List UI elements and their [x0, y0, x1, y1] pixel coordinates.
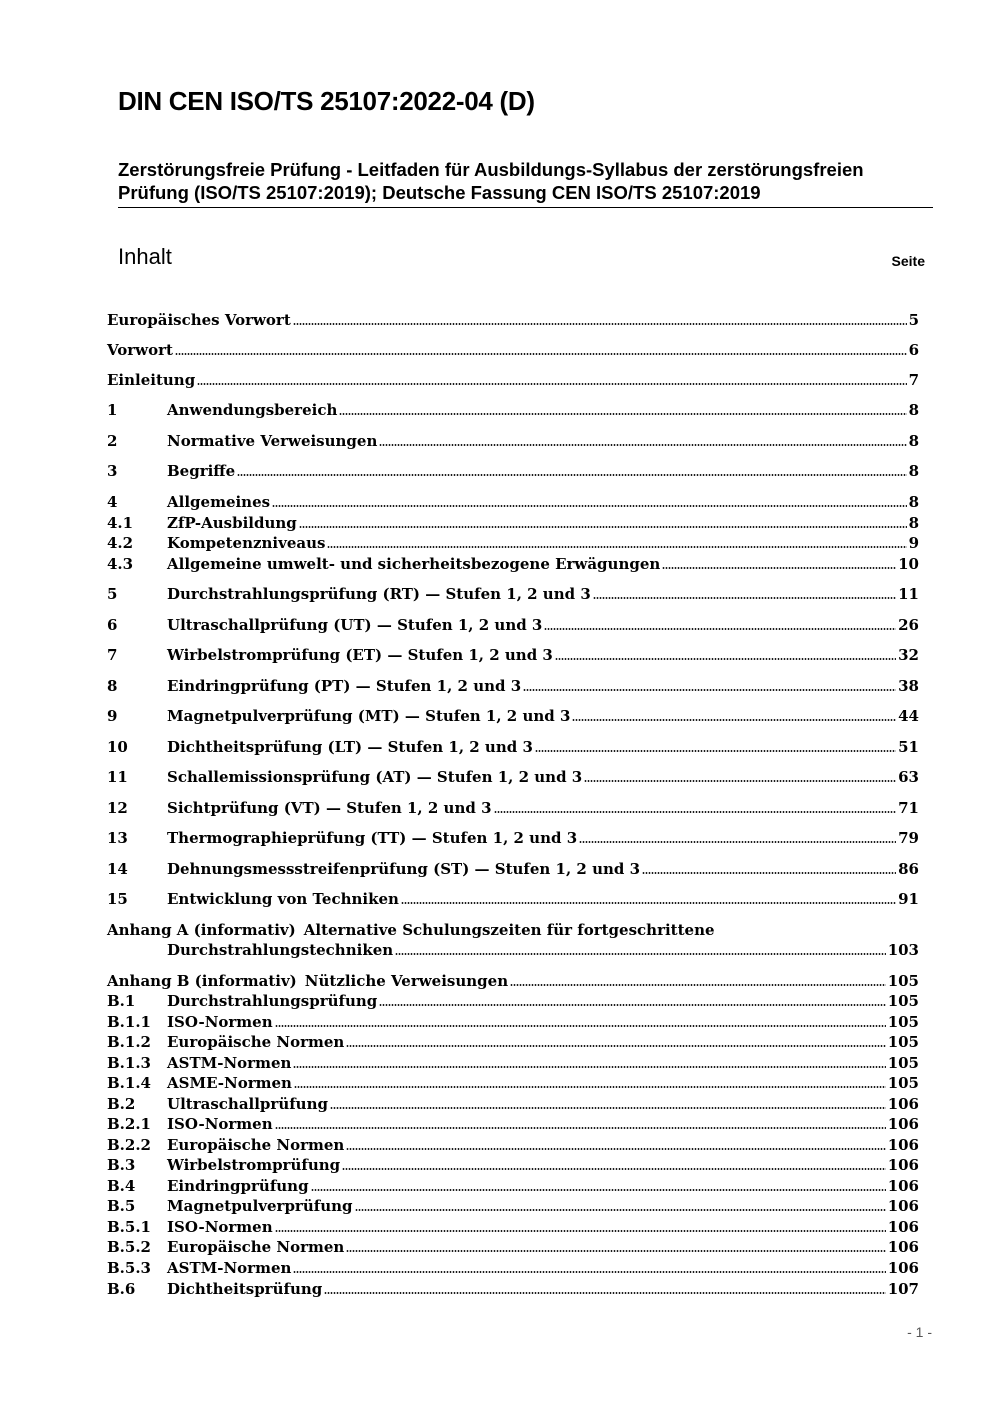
toc-entry-number: 4.2 — [107, 534, 134, 552]
toc-entry-page: 106 — [887, 1197, 919, 1215]
toc-entry-number: B.1 — [107, 992, 136, 1010]
toc-entry[interactable] — [107, 1032, 919, 1053]
toc-dot-leader — [642, 871, 896, 875]
toc-entry-title: Ultraschallprüfung — [167, 1095, 328, 1113]
toc-entry-number: B.1.3 — [107, 1054, 151, 1072]
toc-dot-leader — [544, 627, 896, 631]
toc-entry-number: 11 — [107, 768, 128, 786]
toc-entry-page: 71 — [898, 799, 919, 817]
toc-entry-page: 107 — [887, 1280, 919, 1298]
toc-entry-title: Allgemeine umwelt- und sicherheitsbezogene Erwägungen — [167, 555, 661, 573]
toc-entry-title: Europäische Normen — [167, 1238, 345, 1256]
toc-entry[interactable] — [107, 940, 919, 961]
toc-entry-number: 13 — [107, 829, 128, 847]
toc-entry-number: 14 — [107, 860, 128, 878]
toc-entry-number: B.1.4 — [107, 1074, 151, 1092]
toc-entry[interactable] — [107, 991, 919, 1012]
toc-entry[interactable] — [107, 706, 919, 727]
toc-entry[interactable] — [107, 1217, 919, 1238]
toc-entry-page: 32 — [898, 646, 919, 664]
toc-dot-leader — [494, 810, 897, 814]
toc-entry-title: Magnetpulverprüfung — [167, 1197, 353, 1215]
toc-entry-title: ISO-Normen — [167, 1218, 273, 1236]
toc-entry-title: Entwicklung von Techniken — [167, 890, 399, 908]
toc-dot-leader — [237, 473, 906, 477]
toc-entry-title: ASTM-Normen — [167, 1259, 292, 1277]
subtitle-line-2: Prüfung (ISO/TS 25107:2019); Deutsche Fassung CEN ISO/TS 25107:2019 — [118, 182, 761, 203]
toc-entry-number: B.5.3 — [107, 1259, 151, 1277]
toc-entry-number: B.5.1 — [107, 1218, 151, 1236]
toc-entry[interactable] — [107, 492, 919, 513]
toc-entry-page: 38 — [898, 677, 919, 695]
toc-entry[interactable] — [107, 461, 919, 482]
toc-entry-page: 91 — [898, 890, 919, 908]
toc-entry[interactable] — [107, 1094, 919, 1115]
toc-dot-leader — [272, 504, 906, 508]
toc-entry-title: ASME-Normen — [167, 1074, 292, 1092]
toc-dot-leader — [294, 1085, 886, 1089]
toc-entry-number: B.3 — [107, 1156, 136, 1174]
toc-entry-page: 105 — [887, 972, 919, 990]
document-title: DIN CEN ISO/TS 25107:2022-04 (D) — [118, 86, 535, 116]
toc-entry[interactable] — [107, 889, 919, 910]
toc-entry-number: B.5 — [107, 1197, 136, 1215]
toc-entry-page: 105 — [887, 1054, 919, 1072]
toc-dot-leader — [662, 566, 896, 570]
toc-entry[interactable] — [107, 798, 919, 819]
toc-entry-page: 26 — [898, 616, 919, 634]
toc-entry-number: B.2.2 — [107, 1136, 151, 1154]
toc-dot-leader — [293, 1270, 885, 1274]
toc-entry-number: 4 — [107, 493, 118, 511]
toc-entry[interactable] — [107, 400, 919, 421]
toc-entry[interactable] — [107, 645, 919, 666]
toc-entry-title: ISO-Normen — [167, 1115, 273, 1133]
toc-dot-leader — [355, 1208, 886, 1212]
toc-entry[interactable] — [107, 310, 919, 331]
toc-entry-page: 7 — [908, 371, 919, 389]
toc-entry-number: 1 — [107, 401, 118, 419]
toc-entry-title: Anwendungsbereich — [167, 401, 338, 419]
toc-entry-number: 6 — [107, 616, 118, 634]
toc-entry-title: Durchstrahlungsprüfung — [167, 992, 378, 1010]
toc-dot-leader — [293, 1065, 885, 1069]
toc-dot-leader — [275, 1024, 886, 1028]
toc-entry[interactable] — [107, 615, 919, 636]
toc-entry-number: B.4 — [107, 1177, 136, 1195]
toc-entry[interactable] — [107, 584, 919, 605]
toc-entry[interactable] — [107, 920, 919, 941]
toc-dot-leader — [572, 718, 896, 722]
toc-entry[interactable] — [107, 370, 919, 391]
toc-entry-page: 79 — [898, 829, 919, 847]
toc-entry-page: 5 — [908, 311, 919, 329]
toc-entry-page: 106 — [887, 1259, 919, 1277]
toc-entry[interactable] — [107, 1012, 919, 1033]
toc-entry-page: 9 — [908, 534, 919, 552]
toc-page-label: Seite — [891, 253, 925, 269]
toc-entry-number: B.1.2 — [107, 1033, 151, 1051]
toc-entry-number: B.2.1 — [107, 1115, 151, 1133]
toc-dot-leader — [275, 1126, 886, 1130]
toc-entry-title: Europäisches Vorwort — [107, 311, 291, 329]
toc-entry-number: 4.3 — [107, 555, 134, 573]
toc-entry-number: Anhang B (informativ) — [107, 972, 297, 990]
toc-entry-number: 8 — [107, 677, 118, 695]
toc-entry-title: Alternative Schulungszeiten für fortgeschrittene — [303, 921, 715, 939]
toc-entry-page: 8 — [908, 432, 919, 450]
toc-entry-page: 8 — [908, 462, 919, 480]
toc-entry[interactable] — [107, 1155, 919, 1176]
subtitle-line-1: Zerstörungsfreie Prüfung - Leitfaden für Ausbildungs-Syllabus der zerstörungsfreien — [118, 159, 864, 180]
toc-entry-title: Dichtheitsprüfung (LT) — Stufen 1, 2 und 3 — [167, 738, 533, 756]
toc-entry[interactable] — [107, 554, 919, 575]
toc-entry-number: B.1.1 — [107, 1013, 151, 1031]
toc-dot-leader — [339, 412, 906, 416]
toc-entry-page: 63 — [898, 768, 919, 786]
toc-entry-title: Normative Verweisungen — [167, 432, 378, 450]
toc-entry-number: 10 — [107, 738, 128, 756]
toc-dot-leader — [346, 1044, 885, 1048]
toc-entry[interactable] — [107, 1196, 919, 1217]
toc-entry-number: B.6 — [107, 1280, 136, 1298]
toc-entry-page: 6 — [908, 341, 919, 359]
toc-entry-page: 106 — [887, 1136, 919, 1154]
toc-dot-leader — [535, 749, 896, 753]
toc-dot-leader — [330, 1106, 886, 1110]
toc-entry-title: Schallemissionsprüfung (AT) — Stufen 1, 2 und 3 — [167, 768, 583, 786]
toc-entry[interactable] — [107, 1114, 919, 1135]
toc-dot-leader — [324, 1291, 885, 1295]
toc-entry-page: 103 — [887, 941, 919, 959]
toc-entry[interactable] — [107, 1176, 919, 1197]
toc-dot-leader — [299, 525, 907, 529]
toc-entry-title: Europäische Normen — [167, 1136, 345, 1154]
toc-entry-title: Sichtprüfung (VT) — Stufen 1, 2 und 3 — [167, 799, 492, 817]
toc-dot-leader — [311, 1188, 886, 1192]
toc-dot-leader — [293, 322, 907, 326]
toc-entry-title: Begriffe — [167, 462, 236, 480]
toc-entry-page: 10 — [898, 555, 919, 573]
toc-dot-leader — [395, 952, 886, 956]
toc-entry-title: Ultraschallprüfung (UT) — Stufen 1, 2 und 3 — [167, 616, 543, 634]
toc-entry-page: 106 — [887, 1177, 919, 1195]
toc-entry-title: Einleitung — [107, 371, 196, 389]
toc-entry-title: Thermographieprüfung (TT) — Stufen 1, 2 und 3 — [167, 829, 578, 847]
toc-entry-number: 12 — [107, 799, 128, 817]
toc-entry-page: 8 — [908, 493, 919, 511]
toc-dot-leader — [327, 545, 906, 549]
toc-entry-title: Eindringprüfung (PT) — Stufen 1, 2 und 3 — [167, 677, 522, 695]
toc-dot-leader — [593, 596, 896, 600]
toc-entry[interactable] — [107, 340, 919, 361]
toc-entry-page: 51 — [898, 738, 919, 756]
toc-entry-page: 105 — [887, 1033, 919, 1051]
toc-entry[interactable] — [107, 431, 919, 452]
toc-entry-title: Kompetenzniveaus — [167, 534, 326, 552]
toc-dot-leader — [346, 1147, 885, 1151]
toc-entry-page: 106 — [887, 1156, 919, 1174]
toc-entry-title: Wirbelstromprüfung (ET) — Stufen 1, 2 und 3 — [167, 646, 553, 664]
toc-entry[interactable] — [107, 1279, 919, 1300]
toc-dot-leader — [510, 983, 886, 987]
toc-entry-title: Allgemeines — [167, 493, 271, 511]
toc-dot-leader — [379, 443, 906, 447]
toc-entry[interactable] — [107, 1053, 919, 1074]
toc-entry[interactable] — [107, 859, 919, 880]
toc-entry[interactable] — [107, 533, 919, 554]
toc-entry-number: B.5.2 — [107, 1238, 151, 1256]
toc-entry-number: 9 — [107, 707, 118, 725]
toc-entry-page: 106 — [887, 1238, 919, 1256]
toc-entry-page: 106 — [887, 1095, 919, 1113]
toc-entry-title: ISO-Normen — [167, 1013, 273, 1031]
toc-entry[interactable] — [107, 1237, 919, 1258]
page-number: - 1 - — [907, 1324, 932, 1340]
toc-entry-page: 105 — [887, 1074, 919, 1092]
toc-entry-number: 5 — [107, 585, 118, 603]
toc-entry-page: 8 — [908, 401, 919, 419]
toc-entry-page: 106 — [887, 1115, 919, 1133]
toc-entry-page: 8 — [908, 514, 919, 532]
toc-dot-leader — [579, 840, 896, 844]
toc-dot-leader — [523, 688, 896, 692]
toc-dot-leader — [401, 901, 896, 905]
toc-dot-leader — [555, 657, 896, 661]
toc-entry-title: Europäische Normen — [167, 1033, 345, 1051]
toc-entry-title: Wirbelstromprüfung — [167, 1156, 341, 1174]
toc-entry[interactable] — [107, 513, 919, 534]
toc-entry-page: 44 — [898, 707, 919, 725]
toc-entry-title: ZfP-Ausbildung — [167, 514, 297, 532]
toc-entry[interactable] — [107, 1073, 919, 1094]
toc-entry-number: 3 — [107, 462, 118, 480]
toc-entry-number: B.2 — [107, 1095, 136, 1113]
toc-entry-title: Nützliche Verweisungen — [304, 972, 509, 990]
toc-entry-page: 105 — [887, 992, 919, 1010]
toc-entry[interactable] — [107, 767, 919, 788]
toc-entry-number: Anhang A (informativ) — [107, 921, 296, 939]
toc-dot-leader — [346, 1249, 885, 1253]
toc-entry-title: Eindringprüfung — [167, 1177, 309, 1195]
toc-entry-title: Vorwort — [107, 341, 173, 359]
toc-dot-leader — [275, 1229, 886, 1233]
toc-entry-title: Dichtheitsprüfung — [167, 1280, 323, 1298]
toc-entry-title: Dehnungsmessstreifenprüfung (ST) — Stufen 1, 2 und 3 — [167, 860, 641, 878]
toc-entry-number: 2 — [107, 432, 118, 450]
toc-entry-title: ASTM-Normen — [167, 1054, 292, 1072]
document-subtitle — [118, 158, 933, 208]
toc-dot-leader — [175, 352, 907, 356]
toc-entry[interactable] — [107, 676, 919, 697]
toc-entry[interactable] — [107, 1135, 919, 1156]
toc-entry-title: Durchstrahlungsprüfung (RT) — Stufen 1, 2 und 3 — [167, 585, 591, 603]
toc-entry-page: 105 — [887, 1013, 919, 1031]
toc-entry-title: Durchstrahlungstechniken — [167, 941, 394, 959]
toc-entry[interactable] — [107, 1258, 919, 1279]
toc-dot-leader — [342, 1167, 886, 1171]
toc-dot-leader — [379, 1003, 885, 1007]
toc-dot-leader — [197, 382, 906, 386]
toc-entry[interactable] — [107, 971, 919, 992]
toc-entry-number: 4.1 — [107, 514, 134, 532]
toc-entry-page: 86 — [898, 860, 919, 878]
toc-entry-page: 106 — [887, 1218, 919, 1236]
toc-entry-title: Magnetpulverprüfung (MT) — Stufen 1, 2 und 3 — [167, 707, 571, 725]
toc-entry[interactable] — [107, 828, 919, 849]
toc-dot-leader — [584, 779, 896, 783]
toc-entry[interactable] — [107, 737, 919, 758]
toc-entry-number: 7 — [107, 646, 118, 664]
toc-entry-page: 11 — [898, 585, 919, 603]
toc-heading: Inhalt — [118, 244, 172, 269]
toc-entry-number: 15 — [107, 890, 128, 908]
